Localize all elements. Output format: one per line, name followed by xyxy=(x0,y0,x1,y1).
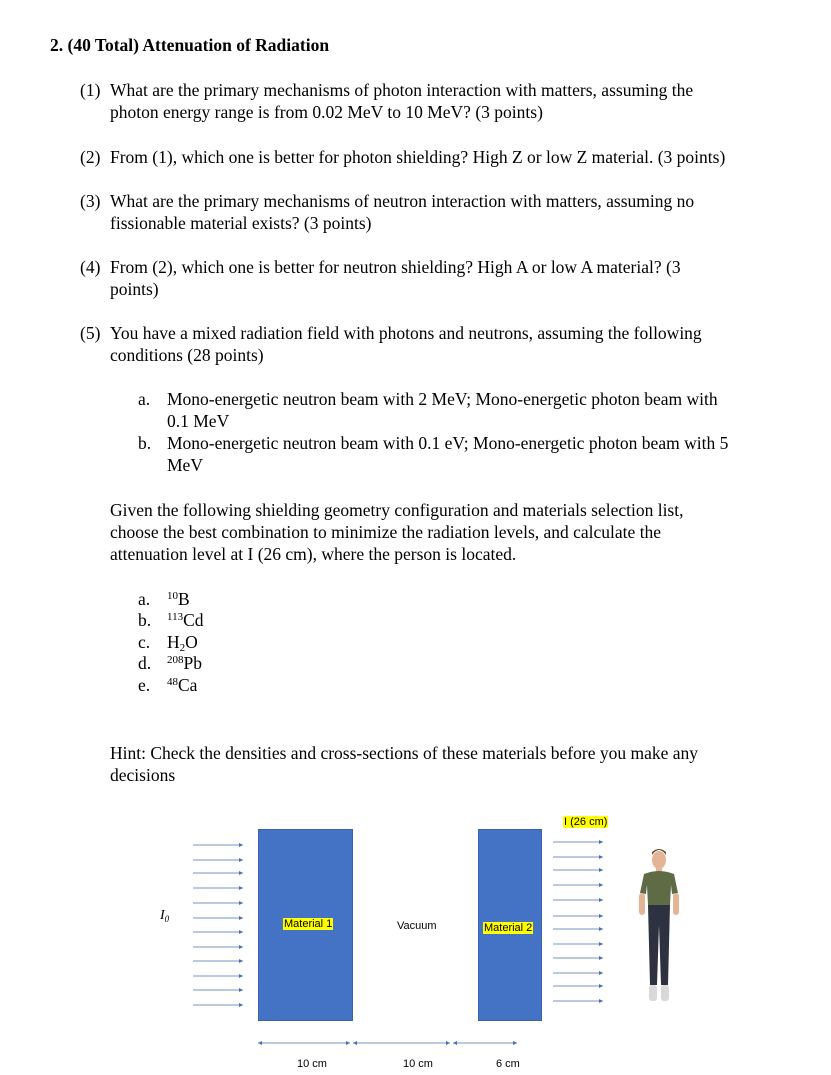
formula-part: O xyxy=(185,632,198,652)
mass-number: 208 xyxy=(167,654,184,666)
paragraph-line: Hint: Check the densities and cross-sections of these materials before you make any xyxy=(110,743,699,763)
material-2-label: Material 2 xyxy=(484,922,533,934)
vacuum-label: Vacuum xyxy=(397,920,437,932)
list-label: d. xyxy=(138,653,152,673)
question-number: (4) xyxy=(80,257,101,277)
question-text: What are the primary mechanisms of neutron interaction with matters, assuming no xyxy=(110,191,695,211)
list-label: b. xyxy=(138,433,152,453)
paragraph-line: choose the best combination to minimize the radiation levels, and calculate the xyxy=(110,522,662,542)
question-text: What are the primary mechanisms of photon interaction with matters, assuming the xyxy=(110,80,694,100)
paragraph-line: decisions xyxy=(110,765,176,785)
list-label: e. xyxy=(138,675,151,695)
question-title: 2. (40 Total) Attenuation of Radiation xyxy=(50,35,330,55)
question-text: photon energy range is from 0.02 MeV to 10 MeV? (3 points) xyxy=(110,102,543,122)
i0-subscript: 0 xyxy=(164,914,170,924)
question-text: From (1), which one is better for photon shielding? High Z or low Z material. (3 points) xyxy=(110,147,726,167)
list-item: 0.1 MeV xyxy=(167,411,230,431)
question-text: conditions (28 points) xyxy=(110,345,264,365)
element-symbol: Cd xyxy=(183,610,204,630)
list-item: MeV xyxy=(167,455,203,475)
question-text: You have a mixed radiation field with photons and neutrons, assuming the following xyxy=(110,323,702,343)
question-text: fissionable material exists? (3 points) xyxy=(110,213,372,233)
question-number: (3) xyxy=(80,191,101,211)
paragraph-line: Given the following shielding geometry configuration and materials selection list, xyxy=(110,500,684,520)
question-number: (2) xyxy=(80,147,101,167)
question-text: points) xyxy=(110,279,159,299)
list-item: Mono-energetic neutron beam with 0.1 eV; Mono-energetic photon beam with 5 xyxy=(167,433,729,453)
dimension-label: 10 cm xyxy=(297,1058,327,1070)
list-item: Mono-energetic neutron beam with 2 MeV; Mono-energetic photon beam with xyxy=(167,389,718,409)
i0-symbol: I xyxy=(160,908,165,923)
element-symbol: Pb xyxy=(183,653,202,673)
material-1-label: Material 1 xyxy=(284,918,333,930)
question-number: (1) xyxy=(80,80,101,100)
paragraph-line: attenuation level at I (26 cm), where the person is located. xyxy=(110,544,517,564)
list-label: a. xyxy=(138,589,151,609)
formula-part: H xyxy=(167,632,180,652)
mass-number: 10 xyxy=(167,590,178,602)
dimension-label: 6 cm xyxy=(496,1058,520,1070)
mass-number: 48 xyxy=(167,676,178,688)
formula-subscript: 2 xyxy=(179,642,186,654)
person-icon xyxy=(639,849,679,1001)
intensity-at-person-label: I (26 cm) xyxy=(564,816,608,828)
list-label: c. xyxy=(138,632,151,652)
element-symbol: Ca xyxy=(178,675,198,695)
mass-number: 113 xyxy=(167,611,184,623)
element-symbol: B xyxy=(178,589,190,609)
list-label: b. xyxy=(138,610,152,630)
list-label: a. xyxy=(138,389,151,409)
dimension-label: 10 cm xyxy=(403,1058,433,1070)
question-number: (5) xyxy=(80,323,101,343)
question-text: From (2), which one is better for neutron shielding? High A or low A material? (3 xyxy=(110,257,681,277)
